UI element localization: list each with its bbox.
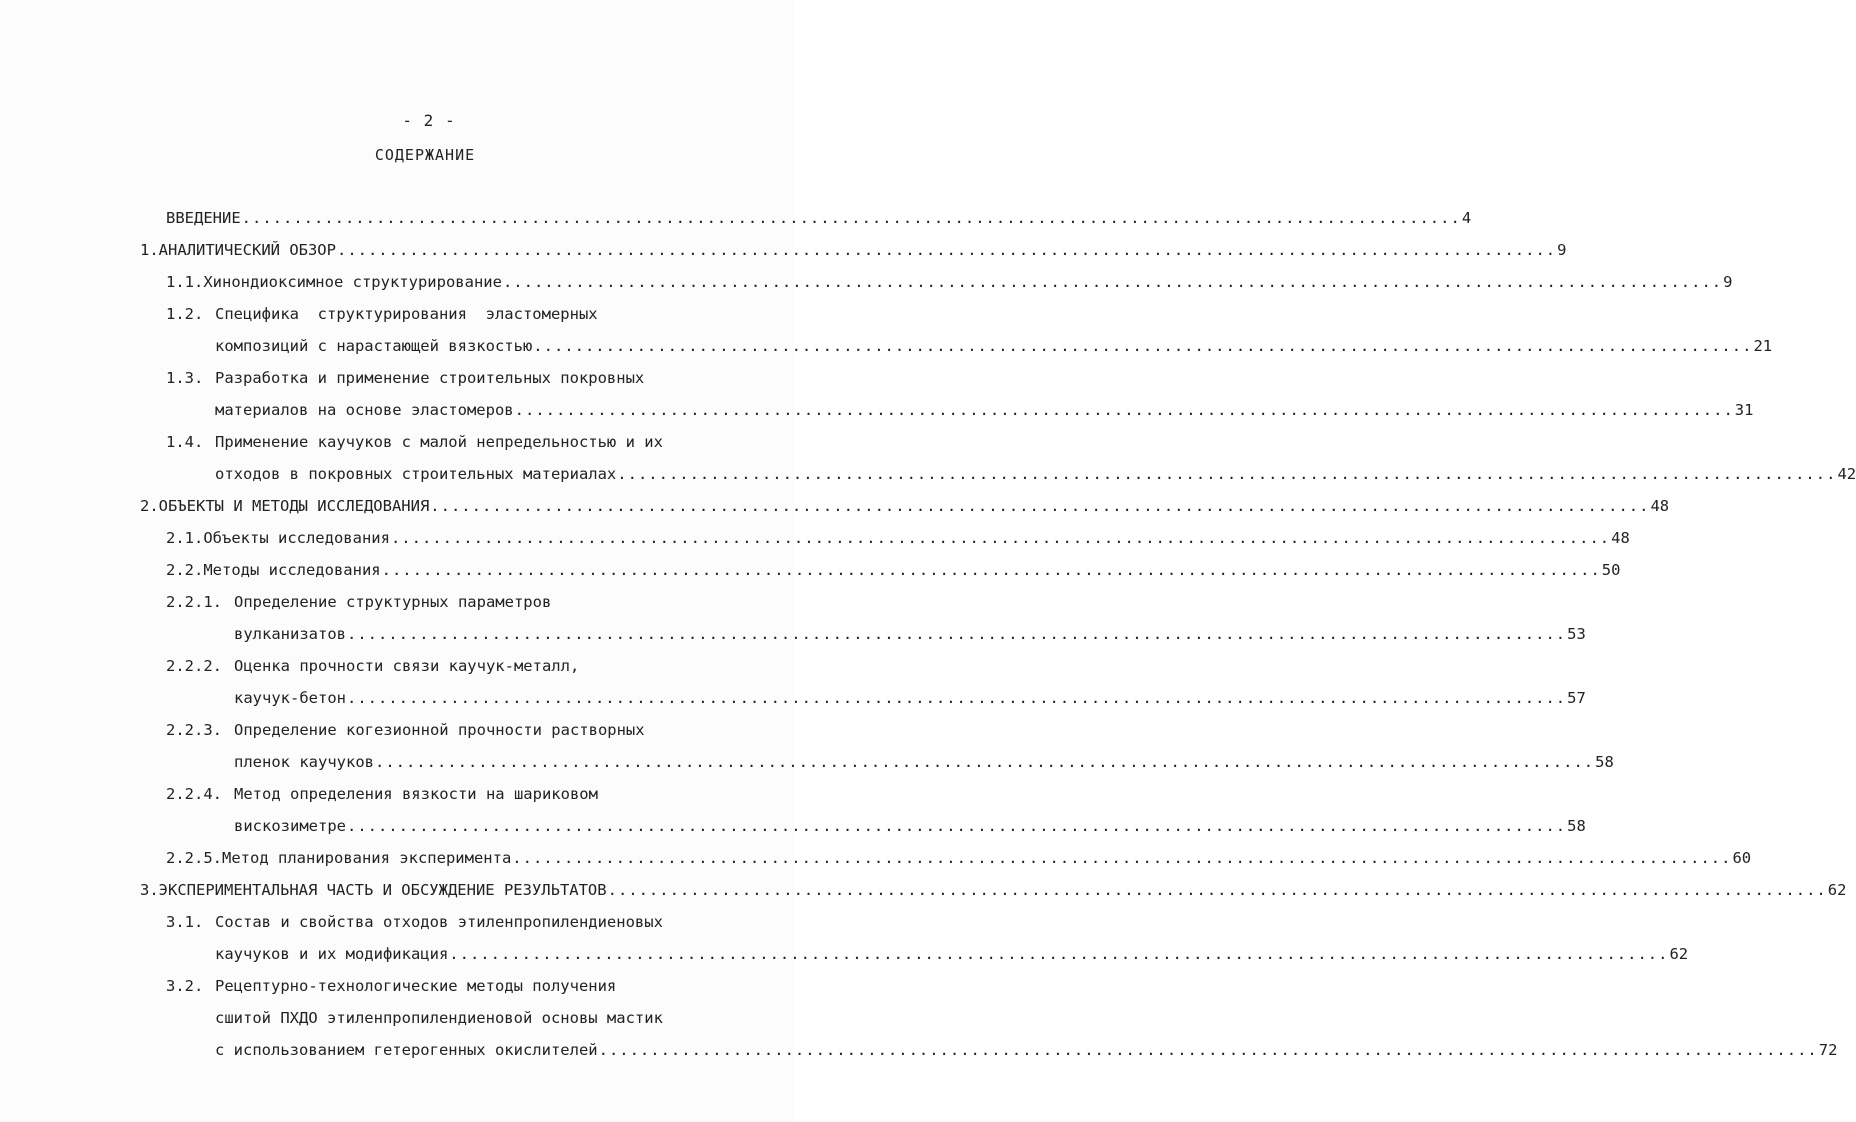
toc-page-number: 58: [1595, 753, 1614, 771]
toc-entry-text: ВВЕДЕНИЕ: [166, 209, 241, 227]
toc-entry-number: 3.: [140, 881, 159, 899]
toc-page-number: 53: [1567, 625, 1586, 643]
toc-page-number: 48: [1611, 529, 1630, 547]
toc-entry-text: АНАЛИТИЧЕСКИЙ ОБЗОР: [158, 241, 336, 259]
toc-entry-2-2-4: [166, 784, 598, 804]
toc-entry-3-2-cont2: [215, 1040, 1838, 1060]
toc-leader-dots: ......................................................................................................................: [346, 625, 1567, 643]
toc-entry-3-2: [166, 976, 616, 996]
toc-entry-number: 2.2.5.: [166, 849, 222, 867]
toc-entry-1-4: [166, 432, 663, 452]
toc-entry-1-2-cont: [215, 336, 1773, 356]
toc-entry-text-continued: пленок каучуков: [234, 753, 374, 771]
toc-entry-text: Хинондиоксимное структурирование: [203, 273, 502, 291]
toc-entry-text-continued: вискозиметре: [234, 817, 346, 835]
toc-page-number: 48: [1650, 497, 1670, 515]
toc-entry-text-continued: с использованием гетерогенных окислителей: [215, 1041, 598, 1059]
toc-page-number: 4: [1461, 209, 1472, 227]
toc-entry-text: ОБЪЕКТЫ И МЕТОДЫ ИССЛЕДОВАНИЯ: [158, 497, 430, 515]
toc-leader-dots: ......................................................................................................................: [241, 209, 1461, 227]
toc-entry-number: 1.4.: [166, 433, 204, 451]
toc-entry-2-2: [166, 560, 1621, 580]
toc-leader-dots: ......................................................................................................................: [346, 817, 1567, 835]
toc-entry-text: Специфика структурирования эластомерных: [215, 305, 598, 323]
toc-entry-text: Рецептурно-технологические методы получения: [215, 977, 617, 995]
toc-entry-text: Метод определения вязкости на шариковом: [234, 785, 598, 803]
toc-page-number: 72: [1818, 1041, 1838, 1059]
toc-page-number: 42: [1837, 465, 1856, 483]
toc-leader-dots: ......................................................................................................................: [381, 561, 1601, 579]
toc-entry-1-4-cont: [215, 464, 1856, 484]
toc-leader-dots: ......................................................................................................................: [346, 689, 1567, 707]
toc-entry-number: 2.2.3.: [166, 721, 222, 739]
toc-entry-text-continued: композиций с нарастающей вязкостью: [215, 337, 533, 355]
toc-leader-dots: ......................................................................................................................: [390, 529, 1611, 547]
toc-entry-text: Применение каучуков с малой непредельностью и их: [215, 433, 663, 451]
toc-entry-text: Определение когезионной прочности растворных: [234, 721, 645, 739]
toc-entry-text-continued: каучуков и их модификация: [215, 945, 449, 963]
toc-page-number: 62: [1669, 945, 1689, 963]
toc-entry-text: Оценка прочности связи каучук-металл,: [234, 657, 580, 675]
toc-entry-text: Метод планирования эксперимента: [222, 849, 512, 867]
toc-page-number: 50: [1601, 561, 1621, 579]
toc-entry-text: Объекты исследования: [203, 529, 390, 547]
toc-entry-number: 3.2.: [166, 977, 204, 995]
toc-entry-1-1: [166, 272, 1733, 292]
toc-leader-dots: ......................................................................................................................: [336, 241, 1557, 259]
toc-page-number: 21: [1753, 337, 1773, 355]
toc-entry-number: 2.2.: [166, 561, 204, 579]
toc-entry-2: [140, 496, 1670, 516]
toc-page-number: 9: [1557, 241, 1567, 259]
toc-page-number: 62: [1827, 881, 1847, 899]
toc-entry-text: Определение структурных параметров: [234, 593, 552, 611]
toc-page-number: 58: [1567, 817, 1586, 835]
toc-entry-1-3-cont: [215, 400, 1754, 420]
toc-entry-text-continued: материалов на основе эластомеров: [215, 401, 514, 419]
toc-entry-3: [140, 880, 1847, 900]
toc-entry-text: Методы исследования: [203, 561, 381, 579]
toc-entry-text-continued: каучук-бетон: [234, 689, 346, 707]
toc-entry-intro: [166, 208, 1472, 228]
toc-entry-1: [140, 240, 1567, 260]
toc-leader-dots: ......................................................................................................................: [512, 849, 1732, 867]
toc-entry-1-2: [166, 304, 598, 324]
toc-entry-3-1-cont: [215, 944, 1689, 964]
page-title: СОДЕРЖАНИЕ: [374, 146, 476, 164]
toc-leader-dots: ......................................................................................................................: [430, 497, 1650, 515]
toc-entry-2-1: [166, 528, 1630, 548]
toc-entry-2-2-1-cont: [234, 624, 1586, 644]
toc-leader-dots: ......................................................................................................................: [502, 273, 1723, 291]
toc-entry-text-continued: вулканизатов: [234, 625, 346, 643]
toc-leader-dots: ......................................................................................................................: [607, 881, 1827, 899]
toc-leader-dots: ......................................................................................................................: [617, 465, 1837, 483]
page-number: - 2 -: [402, 111, 456, 130]
toc-entry-2-2-4-cont: [234, 816, 1586, 836]
toc-entry-text: ЭКСПЕРИМЕНТАЛЬНАЯ ЧАСТЬ И ОБСУЖДЕНИЕ РЕЗУЛЬТАТОВ: [158, 881, 607, 899]
toc-entry-2-2-1: [166, 592, 551, 612]
toc-entry-number: 1.2.: [166, 305, 204, 323]
toc-entry-number: 1.: [140, 241, 159, 259]
toc-entry-2-2-2: [166, 656, 579, 676]
toc-entry-2-2-2-cont: [234, 688, 1586, 708]
toc-entry-number: 1.1.: [166, 273, 204, 291]
toc-leader-dots: ......................................................................................................................: [449, 945, 1669, 963]
toc-entry-2-2-3: [166, 720, 645, 740]
toc-entry-text-continued: отходов в покровных строительных материалах: [215, 465, 617, 483]
toc-entry-text: Разработка и применение строительных покровных: [215, 369, 645, 387]
toc-entry-number: 2.2.4.: [166, 785, 222, 803]
toc-entry-3-1: [166, 912, 663, 932]
toc-page-number: 60: [1732, 849, 1752, 867]
toc-leader-dots: ......................................................................................................................: [533, 337, 1753, 355]
toc-leader-dots: ......................................................................................................................: [598, 1041, 1818, 1059]
toc-entry-number: 2.1.: [166, 529, 204, 547]
toc-entry-number: 2.2.2.: [166, 657, 222, 675]
toc-page-number: 31: [1734, 401, 1754, 419]
toc-entry-number: 2.: [140, 497, 159, 515]
toc-entry-2-2-3-cont: [234, 752, 1614, 772]
toc-entry-1-3: [166, 368, 644, 388]
toc-entry-text-continued: сшитой ПХДО этиленпропилендиеновой основы мастик: [215, 1009, 663, 1027]
toc-page-number: 57: [1567, 689, 1586, 707]
toc-leader-dots: ......................................................................................................................: [374, 753, 1595, 771]
toc-entry-2-2-5: [166, 848, 1752, 868]
toc-entry-number: 3.1.: [166, 913, 204, 931]
toc-entry-text: Состав и свойства отходов этиленпропилендиеновых: [215, 913, 663, 931]
toc-entry-3-2-cont: [215, 1008, 663, 1028]
toc-leader-dots: ......................................................................................................................: [514, 401, 1734, 419]
toc-entry-number: 1.3.: [166, 369, 204, 387]
toc-entry-number: 2.2.1.: [166, 593, 222, 611]
toc-page-number: 9: [1723, 273, 1733, 291]
